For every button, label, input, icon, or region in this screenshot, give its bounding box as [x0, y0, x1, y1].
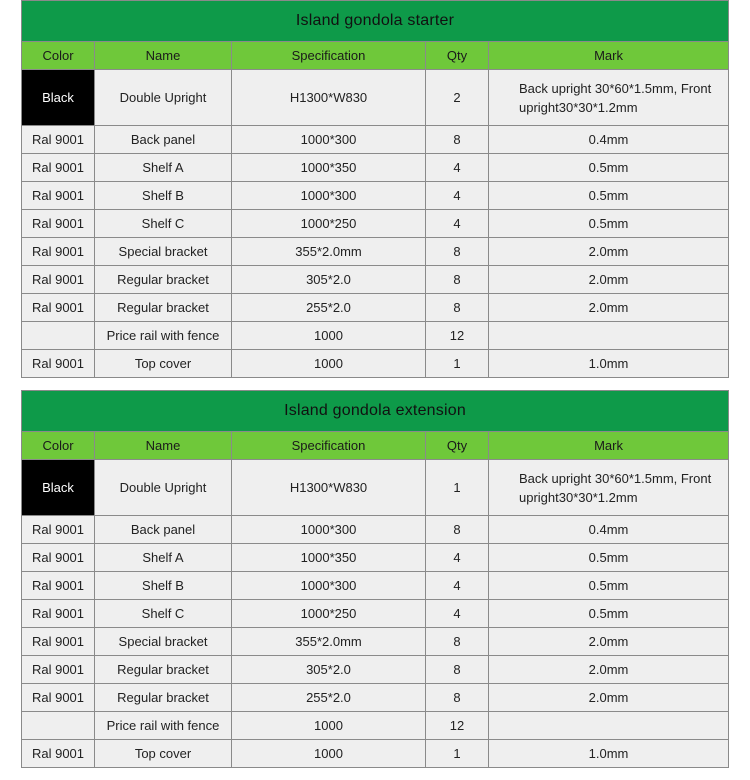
mark-cell: 0.4mm [489, 516, 729, 544]
qty-cell: 8 [426, 684, 489, 712]
color-cell: Ral 9001 [22, 600, 95, 628]
specification-cell: H1300*W830 [232, 70, 426, 126]
name-cell: Shelf B [95, 572, 232, 600]
name-cell: Double Upright [95, 460, 232, 516]
qty-cell: 4 [426, 154, 489, 182]
extension-table [21, 390, 729, 768]
table-row [22, 628, 729, 656]
specification-cell: 1000*300 [232, 126, 426, 154]
column-header-color: Color [22, 42, 95, 70]
mark-cell: 2.0mm [489, 684, 729, 712]
mark-cell: 0.5mm [489, 210, 729, 238]
specification-cell: 1000*250 [232, 600, 426, 628]
table-row [22, 154, 729, 182]
column-header-color: Color [22, 432, 95, 460]
column-header-name: Name [95, 432, 232, 460]
qty-cell: 8 [426, 294, 489, 322]
specification-cell: 355*2.0mm [232, 238, 426, 266]
table-row [22, 572, 729, 600]
qty-cell: 8 [426, 266, 489, 294]
table-row [22, 238, 729, 266]
specification-cell: 255*2.0 [232, 684, 426, 712]
mark-cell: 0.5mm [489, 182, 729, 210]
mark-cell: Back upright 30*60*1.5mm, Front upright30*30*1.2mm [489, 460, 729, 516]
mark-cell: 1.0mm [489, 740, 729, 768]
column-header-qty: Qty [426, 42, 489, 70]
color-cell: Ral 9001 [22, 572, 95, 600]
name-cell: Special bracket [95, 628, 232, 656]
specification-cell: 1000 [232, 350, 426, 378]
table-row [22, 70, 729, 126]
column-header-qty: Qty [426, 432, 489, 460]
column-header-specification: Specification [232, 432, 426, 460]
mark-cell [489, 712, 729, 740]
color-cell: Ral 9001 [22, 544, 95, 572]
table-row [22, 712, 729, 740]
qty-cell: 8 [426, 628, 489, 656]
table-row [22, 460, 729, 516]
name-cell: Price rail with fence [95, 712, 232, 740]
color-cell: Ral 9001 [22, 740, 95, 768]
name-cell: Top cover [95, 350, 232, 378]
name-cell: Shelf A [95, 544, 232, 572]
color-cell: Ral 9001 [22, 294, 95, 322]
color-cell: Ral 9001 [22, 182, 95, 210]
qty-cell: 8 [426, 656, 489, 684]
mark-cell: 2.0mm [489, 266, 729, 294]
name-cell: Shelf C [95, 600, 232, 628]
specification-cell: 305*2.0 [232, 266, 426, 294]
table-row [22, 600, 729, 628]
qty-cell: 2 [426, 70, 489, 126]
qty-cell: 4 [426, 572, 489, 600]
table-row [22, 294, 729, 322]
mark-cell: 0.4mm [489, 126, 729, 154]
qty-cell: 1 [426, 460, 489, 516]
name-cell: Special bracket [95, 238, 232, 266]
mark-cell: 2.0mm [489, 238, 729, 266]
table-row [22, 266, 729, 294]
specification-cell: 1000*350 [232, 154, 426, 182]
specification-cell: 1000*250 [232, 210, 426, 238]
name-cell: Regular bracket [95, 294, 232, 322]
column-header-name: Name [95, 42, 232, 70]
mark-cell: 2.0mm [489, 656, 729, 684]
specification-cell: 1000*300 [232, 516, 426, 544]
color-cell [22, 322, 95, 350]
name-cell: Regular bracket [95, 266, 232, 294]
specification-cell: 1000 [232, 712, 426, 740]
table-title: Island gondola starter [22, 1, 729, 42]
color-cell: Ral 9001 [22, 154, 95, 182]
color-cell: Black [22, 70, 95, 126]
name-cell: Double Upright [95, 70, 232, 126]
color-cell: Ral 9001 [22, 126, 95, 154]
name-cell: Back panel [95, 126, 232, 154]
mark-cell: 0.5mm [489, 572, 729, 600]
qty-cell: 1 [426, 350, 489, 378]
table-row [22, 350, 729, 378]
qty-cell: 4 [426, 544, 489, 572]
name-cell: Top cover [95, 740, 232, 768]
mark-cell: 1.0mm [489, 350, 729, 378]
specification-cell: H1300*W830 [232, 460, 426, 516]
color-cell: Ral 9001 [22, 656, 95, 684]
table-title: Island gondola extension [22, 391, 729, 432]
qty-cell: 1 [426, 740, 489, 768]
specification-cell: 1000 [232, 322, 426, 350]
color-cell [22, 712, 95, 740]
mark-cell: Back upright 30*60*1.5mm, Front upright30*30*1.2mm [489, 70, 729, 126]
mark-cell: 0.5mm [489, 544, 729, 572]
table-row [22, 684, 729, 712]
starter-table [21, 0, 729, 378]
specification-cell: 1000 [232, 740, 426, 768]
name-cell: Back panel [95, 516, 232, 544]
name-cell: Shelf A [95, 154, 232, 182]
table-row [22, 210, 729, 238]
color-cell: Ral 9001 [22, 628, 95, 656]
color-cell: Black [22, 460, 95, 516]
qty-cell: 8 [426, 516, 489, 544]
table-row [22, 656, 729, 684]
name-cell: Regular bracket [95, 684, 232, 712]
qty-cell: 12 [426, 322, 489, 350]
specification-cell: 305*2.0 [232, 656, 426, 684]
specification-cell: 1000*300 [232, 182, 426, 210]
name-cell: Price rail with fence [95, 322, 232, 350]
specification-cell: 1000*300 [232, 572, 426, 600]
name-cell: Regular bracket [95, 656, 232, 684]
table-row [22, 740, 729, 768]
table-row [22, 182, 729, 210]
mark-cell [489, 322, 729, 350]
color-cell: Ral 9001 [22, 210, 95, 238]
color-cell: Ral 9001 [22, 266, 95, 294]
specification-cell: 255*2.0 [232, 294, 426, 322]
column-header-specification: Specification [232, 42, 426, 70]
specification-cell: 355*2.0mm [232, 628, 426, 656]
column-header-mark: Mark [489, 432, 729, 460]
qty-cell: 4 [426, 182, 489, 210]
table-row [22, 516, 729, 544]
color-cell: Ral 9001 [22, 350, 95, 378]
name-cell: Shelf B [95, 182, 232, 210]
color-cell: Ral 9001 [22, 516, 95, 544]
table-row [22, 322, 729, 350]
mark-cell: 2.0mm [489, 294, 729, 322]
qty-cell: 8 [426, 126, 489, 154]
mark-cell: 0.5mm [489, 154, 729, 182]
table-row [22, 544, 729, 572]
specification-cell: 1000*350 [232, 544, 426, 572]
mark-cell: 0.5mm [489, 600, 729, 628]
color-cell: Ral 9001 [22, 684, 95, 712]
qty-cell: 4 [426, 210, 489, 238]
qty-cell: 8 [426, 238, 489, 266]
qty-cell: 12 [426, 712, 489, 740]
table-row [22, 126, 729, 154]
mark-cell: 2.0mm [489, 628, 729, 656]
qty-cell: 4 [426, 600, 489, 628]
column-header-mark: Mark [489, 42, 729, 70]
name-cell: Shelf C [95, 210, 232, 238]
color-cell: Ral 9001 [22, 238, 95, 266]
